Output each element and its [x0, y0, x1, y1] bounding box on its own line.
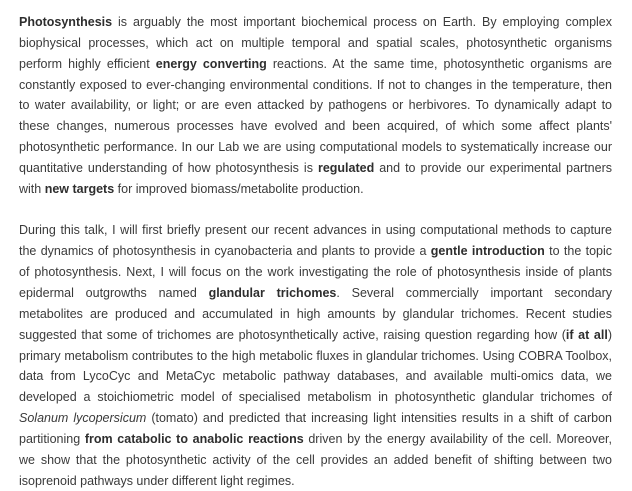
- body-text: During this talk, I will first briefly present our recent advances in using computational methods to capture the dynamics of photosynthesis in cyanobacteria and plants to provide a: [19, 223, 612, 259]
- body-text: is arguably the most important biochemical process on Earth. By employing complex biophysical processes, which act on multiple temporal and spatial scales, photosynthetic organisms perform highly efficient: [19, 15, 612, 71]
- body-text: . Several commercially important secondary metabolites are produced and accumulated in high amounts by glandular trichomes. Recent studies suggested that some of trichomes are photosynthetically active, raising question regarding how (: [19, 285, 612, 342]
- body-text: reactions. At the same time, photosynthetic organisms are constantly exposed to ever-changing environmental conditions. If not to changes in the temperature, then to water availability, or light; or are even attacked by pathogens or herbivores. To dynamically adapt to these changes, numerous processes have evolved and been acquired, of which some affect plants' photosynthetic performance. In our Lab we are using computational models to systematically increase our quantitative understanding of how photosynthesis is: [19, 56, 612, 175]
- emphasis-text: new targets: [44, 181, 115, 196]
- emphasis-text: if at all: [565, 327, 608, 342]
- body-text: to the topic of photosynthesis. Next, I will focus on the work investigating the role of photosynthesis inside of plants epidermal outgrowths named: [19, 244, 613, 300]
- emphasis-text: gentle introduction: [430, 244, 545, 259]
- body-text: and to provide our experimental partners with: [19, 160, 612, 196]
- species-name: Solanum lycopersicum: [19, 411, 147, 426]
- body-text: for improved biomass/metabolite production.: [114, 181, 364, 196]
- body-text: (tomato) and predicted that increasing light intensities results in a shift of carbon partitioning: [19, 411, 612, 446]
- abstract-text: [19, 12, 612, 491]
- emphasis-text: regulated: [317, 160, 375, 175]
- emphasis-text: energy converting: [155, 56, 267, 71]
- body-text: ) primary metabolism contributes to the high metabolic fluxes in glandular trichomes. Using COBRA Toolbox, data from LycoCyc and MetaCyc metabolic pathway databases, and available multi-omics data, we developed a stoichiometric model of specialised metabolism in photosynthetic glandular trichomes of: [19, 327, 612, 405]
- emphasis-text: from catabolic to anabolic reactions: [84, 431, 304, 446]
- paragraph-talk: [19, 220, 612, 491]
- emphasis-text: Photosynthesis: [19, 15, 113, 29]
- emphasis-text: glandular trichomes: [208, 285, 337, 300]
- paragraph-intro: [19, 12, 612, 200]
- body-text: driven by the energy availability of the cell. Moreover, we show that the photosynthetic activity of the cell provides an added benefit of shifting between two isoprenoid pathways under different light regimes.: [19, 431, 612, 488]
